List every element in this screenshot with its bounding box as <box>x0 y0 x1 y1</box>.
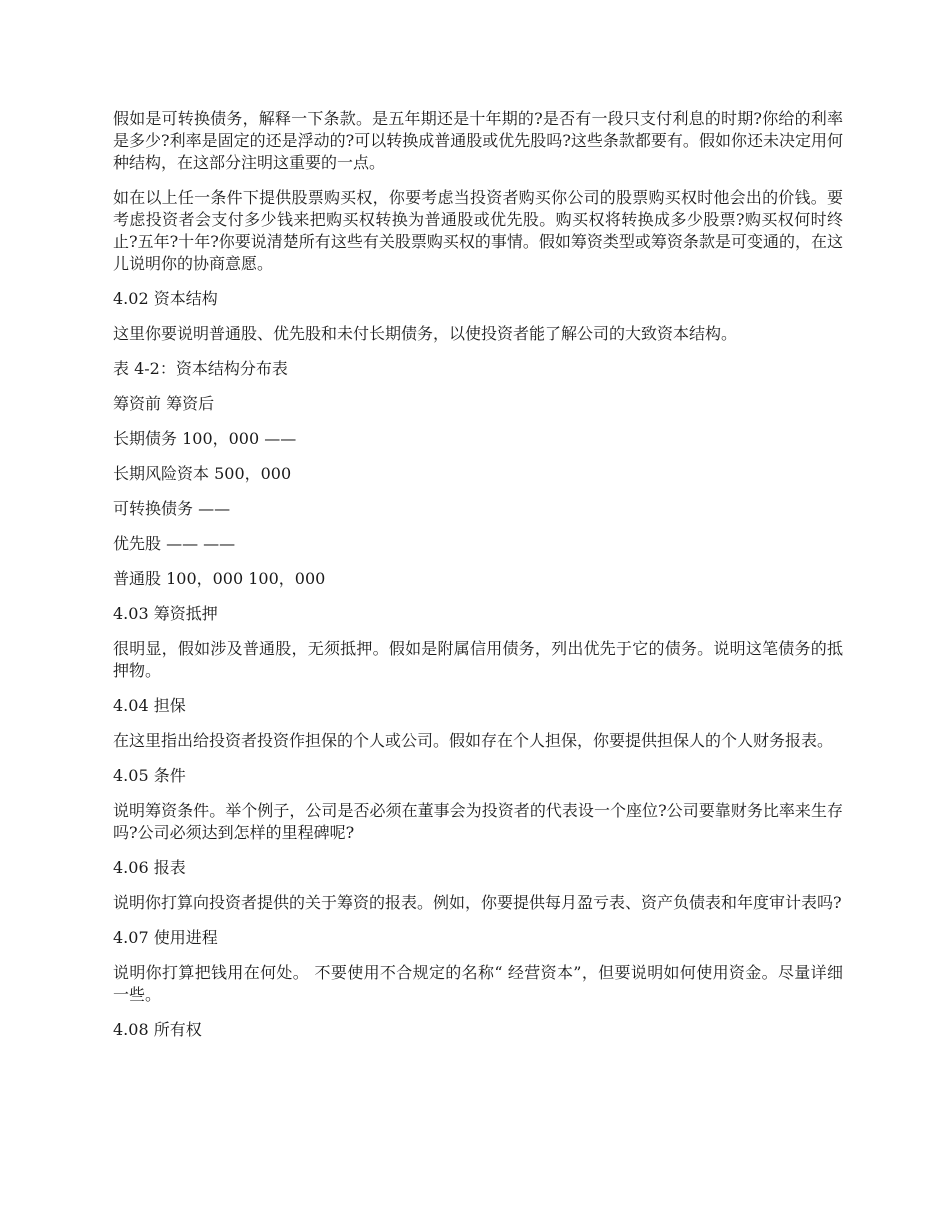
paragraph-convertible-bond: 假如是可转换债务，解释一下条款。是五年期还是十年期的?是否有一段只支付利息的时期?你给的利率是多少?利率是固定的还是浮动的?可以转换成普通股或优先股吗?这些条款都要有。假如你还未决定用何种结构，在这部分注明这重要的一点。 <box>113 109 843 172</box>
paragraph-collateral: 很明显，假如涉及普通股，无须抵押。假如是附属信用债务，列出优先于它的债务。说明这笔债务的抵押物。 <box>113 639 843 680</box>
section-heading-capital-structure: 4.02 资本结构 <box>113 289 218 308</box>
paragraph-use-of-funds: 说明你打算把钱用在何处。 不要使用不合规定的名称“ 经营资本”，但要说明如何使用资金。尽量详细一些。 <box>113 963 843 1004</box>
section-heading-conditions: 4.05 条件 <box>113 766 186 785</box>
section-heading-collateral: 4.03 筹资抵押 <box>113 604 218 623</box>
paragraph-reports: 说明你打算向投资者提供的关于筹资的报表。例如，你要提供每月盈亏表、资产负债表和年度审计表吗? <box>113 893 842 912</box>
section-heading-ownership: 4.08 所有权 <box>113 1020 202 1039</box>
table-caption: 表 4-2：资本结构分布表 <box>113 359 288 378</box>
table-row-venture-capital: 长期风险资本 500，000 <box>113 464 292 483</box>
table-row-common-stock: 普通股 100，000 100，000 <box>113 569 326 588</box>
section-heading-reports: 4.06 报表 <box>113 858 186 877</box>
paragraph-warrants: 如在以上任一条件下提供股票购买权，你要考虑当投资者购买你公司的股票购买权时他会出的价钱。要考虑投资者会支付多少钱来把购买权转换为普通股或优先股。购买权将转换成多少股票?购买权何时终止?五年?十年?你要说清楚所有这些有关股票购买权的事情。假如筹资类型或筹资条款是可变通的，在这儿说明你的协商意愿。 <box>113 188 843 273</box>
paragraph-capital-structure: 这里你要说明普通股、优先股和未付长期债务，以使投资者能了解公司的大致资本结构。 <box>113 324 738 343</box>
document-page <box>113 108 843 1054</box>
table-row-long-term-debt: 长期债务 100，000 —— <box>113 429 297 448</box>
table-row-convertible-debt: 可转换债务 —— <box>113 499 231 518</box>
table-header-row: 筹资前 筹资后 <box>113 394 215 413</box>
table-row-preferred-stock: 优先股 —— —— <box>113 534 236 553</box>
paragraph-guarantee: 在这里指出给投资者投资作担保的个人或公司。假如存在个人担保，你要提供担保人的个人财务报表。 <box>113 731 834 750</box>
section-heading-use-of-funds: 4.07 使用进程 <box>113 928 218 947</box>
section-heading-guarantee: 4.04 担保 <box>113 696 186 715</box>
paragraph-conditions: 说明筹资条件。举个例子，公司是否必须在董事会为投资者的代表设一个座位?公司要靠财务比率来生存吗?公司必须达到怎样的里程碑呢? <box>113 801 843 842</box>
